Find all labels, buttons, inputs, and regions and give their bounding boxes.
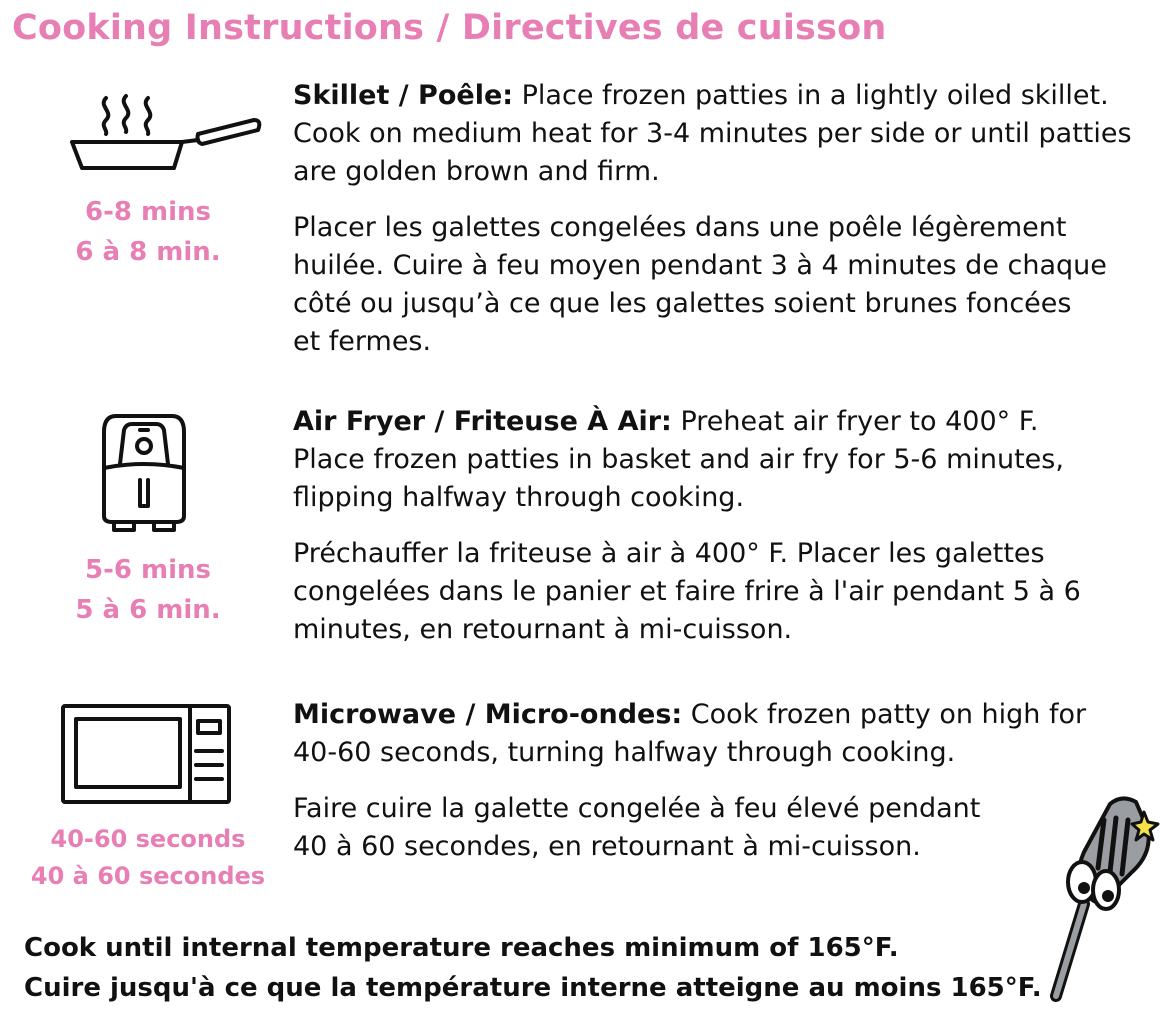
microwave-time-en: 40-60 seconds [50,825,246,853]
skillet-icon [68,90,264,180]
temperature-note-en: Cook until internal temperature reaches minimum of 165°F. [24,933,899,963]
skillet-time-fr: 6 à 8 min. [75,237,221,267]
air-fryer-time [58,550,238,630]
microwave-icon [60,703,232,807]
air-fryer-fr: Préchauffer la friteuse à air à 400° F. Placer les galettes congelées dans le panier et faire frire à l'air pendant 5 à 6 minutes, en retournant à mi-cuisson. [293,538,1081,645]
skillet-en: Skillet / Poêle: Place frozen patties in a lightly oiled skillet. Cook on medium heat for 3-4 minutes per side or until patties are golden brown and firm. [293,80,1132,187]
skillet-time [58,192,238,272]
skillet-heading: Skillet / Poêle: [293,80,514,111]
microwave-time-fr: 40 à 60 secondes [30,862,266,890]
spatula-mascot-icon [1040,790,1164,1006]
air-fryer-time-en: 5-6 mins [84,555,211,585]
air-fryer-heading: Air Fryer / Friteuse À Air: [293,406,672,437]
microwave-en: Microwave / Micro-ondes: Cook frozen patty on high for 40-60 seconds, turning halfway through cooking. [293,699,1087,768]
air-fryer-time-fr: 5 à 6 min. [75,595,221,625]
temperature-note-fr: Cuire jusqu'à ce que la température interne atteigne au moins 165°F. [24,973,1042,1003]
microwave-fr: Faire cuire la galette congelée à feu élevé pendant 40 à 60 secondes, en retournant à mi-cuisson. [293,793,981,862]
microwave-time [28,821,268,895]
air-fryer-en: Air Fryer / Friteuse À Air: Preheat air fryer to 400° F. Place frozen patties in basket and air fry for 5-6 minutes, flipping halfway through cooking. [293,406,1064,513]
temperature-note [24,928,1042,1008]
skillet-fr: Placer les galettes congelées dans une poêle légèrement huilée. Cuire à feu moyen pendant 3 à 4 minutes de chaque côté ou jusqu’à ce que les galettes soient brunes foncées et fermes. [293,212,1107,357]
air-fryer-icon [96,412,192,534]
air-fryer-instructions [293,403,1081,649]
page-title: Cooking Instructions / Directives de cuisson [12,8,887,48]
microwave-heading: Microwave / Micro-ondes: [293,699,683,730]
skillet-instructions [293,77,1132,361]
microwave-instructions [293,696,1086,866]
skillet-time-en: 6-8 mins [84,197,211,227]
